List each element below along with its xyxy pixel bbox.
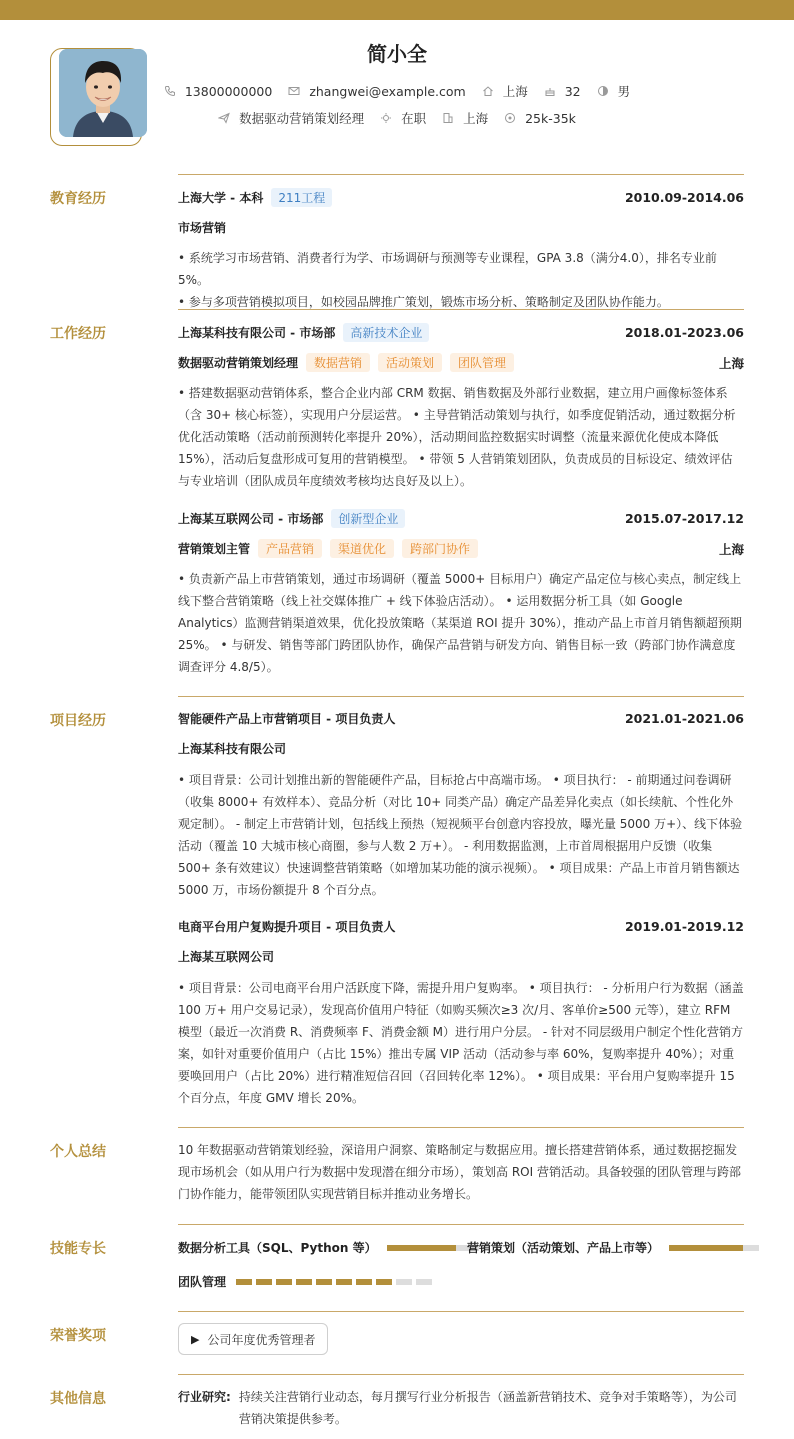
- divider: [178, 1374, 744, 1375]
- play-icon: ▶: [191, 1332, 200, 1346]
- section-title-awards: 荣誉奖项: [50, 1328, 106, 1344]
- phone-text: 13800000000: [184, 83, 273, 99]
- education-period: 2010.09-2014.06: [624, 190, 744, 205]
- email-text: zhangwei@example.com: [309, 83, 466, 99]
- send-icon: [218, 112, 230, 124]
- project-org-row: [178, 740, 744, 757]
- skill-tag: 渠道优化: [330, 539, 394, 558]
- work-city: 上海: [718, 355, 744, 371]
- job-title: 营销策划主管: [178, 542, 251, 556]
- skill-bar-fill: [387, 1245, 456, 1251]
- work-title-row: [178, 353, 744, 372]
- salary-item: [504, 111, 576, 126]
- skill-segment-bar: [236, 1279, 436, 1285]
- skill-tag: 团队管理: [450, 353, 514, 372]
- summary-text: 10 年数据驱动营销策划经验，深谙用户洞察、策略制定与数据应用。擅长搭建营销体系，通过数据挖掘发现市场机会（如从用户行为数据中发现潜在细分市场），策划高 ROI 营销活动。具备较强的团队管理与跨部门协作能力，能带领团队实现营销目标并推动业务增长。: [178, 1143, 741, 1201]
- building-icon: [442, 112, 454, 124]
- skill-name: 数据分析工具（SQL、Python 等）: [178, 1241, 377, 1255]
- section-title-work: 工作经历: [50, 326, 106, 342]
- project-description: • 项目背景：公司电商平台用户活跃度下降，需提升用户复购率。 • 项目执行： - 分析用户行为数据（涵盖 100 万+ 用户交易记录），发现高价值用户特征（如购买频次≥3 次/月、客单价≥500 元等），建立 RFM 模型（最近一次消费 R、消费频率 F、消费金额 M）进行用户分层。 - 针对不同层级用户制定个性化营销方案，如针对重要价值用户（占比 15%）推出专属 VIP 活动（活动参与率 60%，复购率提升 40%）；对重要唤回用户（占比 20%）进行精准短信召回（召回转化率 12%）。 • 项目成果：平台用户复购率提升 15 个百分点，年度 GMV 增长 20%。: [178, 981, 744, 1105]
- age-text: 32: [564, 83, 581, 99]
- mail-icon: [288, 85, 300, 97]
- job-title: 数据驱动营销策划经理: [178, 356, 299, 370]
- email-item: [288, 84, 465, 99]
- top-accent-bar: [0, 0, 794, 20]
- skill-name: 团队管理: [178, 1275, 227, 1289]
- company-name: 上海某科技有限公司 - 市场部: [178, 326, 336, 340]
- company-tag: 高新技术企业: [343, 323, 429, 342]
- award-label: 公司年度优秀管理者: [207, 1332, 316, 1347]
- phone-icon: [164, 85, 176, 97]
- skill-item: [467, 1239, 759, 1256]
- target-role-item: [218, 109, 364, 127]
- project-period: 2021.01-2021.06: [624, 711, 744, 726]
- skill-bar: [387, 1245, 479, 1251]
- work-description: • 负责新产品上市营销策划，通过市场调研（覆盖 5000+ 目标用户）确定产品定位与核心卖点，制定线上线下整合营销策略（线上社交媒体推广 + 线下体验店活动）。 • 运用数据分析工具（如 Google Analytics）监测营销渠道效果，优化投放策略（某渠道 ROI 提升 30%），推动产品上市首月销售额超预期 25%。 • 与研发、销售等部门跨团队协作，确保产品营销与研发方向、销售目标一致（跨部门协作满意度调查评分 4.8/5）。: [178, 572, 742, 674]
- divider: [178, 696, 744, 697]
- skill-item: [178, 1273, 436, 1290]
- skill-tag: 跨部门协作: [402, 539, 478, 558]
- job-intent-row: [0, 109, 794, 127]
- company-name: 上海某互联网公司 - 市场部: [178, 512, 324, 526]
- project-name: 智能硬件产品上市营销项目 - 项目负责人: [178, 712, 396, 726]
- skill-tag: 数据营销: [306, 353, 370, 372]
- divider: [178, 309, 744, 310]
- skill-segment: [276, 1279, 292, 1285]
- cake-icon: [544, 85, 556, 97]
- section-title-summary: 个人总结: [50, 1144, 106, 1160]
- school-tag: 211工程: [271, 188, 332, 207]
- phone-item: [164, 84, 272, 99]
- section-title-projects: 项目经历: [50, 713, 106, 729]
- status-text: 在职: [401, 111, 427, 126]
- skill-segment: [376, 1279, 392, 1285]
- divider: [178, 1311, 744, 1312]
- skill-tag: 活动策划: [378, 353, 442, 372]
- status-item: [380, 109, 426, 127]
- work-period: 2015.07-2017.12: [624, 511, 744, 526]
- skill-bar-fill: [669, 1245, 743, 1251]
- company-tag: 创新型企业: [331, 509, 405, 528]
- contact-row: [0, 82, 794, 100]
- major-row: [178, 219, 744, 236]
- skill-segment: [396, 1279, 412, 1285]
- skill-segment: [316, 1279, 332, 1285]
- work-city: 上海: [718, 541, 744, 557]
- work-title-row: [178, 539, 744, 558]
- education-description: [178, 247, 744, 313]
- skill-segment: [336, 1279, 352, 1285]
- work-description: • 搭建数据驱动营销体系，整合企业内部 CRM 数据、销售数据及外部行业数据，建立用户画像标签体系（含 30+ 核心标签），实现用户分层运营。 • 主导营销活动策划与执行，如季度促销活动，通过数据分析优化活动策略（活动前预测转化率提升 20%），活动期间监控数据实时调整（流量来源优化使成本降低 15%），活动后复盘形成可复用的营销模型。 • 带领 5 人营销策划团队，负责成员的目标设定、绩效评估与专业培训（团队成员年度绩效考核均达良好及以上）。: [178, 386, 736, 488]
- award-toggle[interactable]: [178, 1323, 328, 1355]
- work-header: [178, 509, 744, 528]
- skill-segment: [416, 1279, 432, 1285]
- project-org: 上海某互联网公司: [178, 950, 275, 964]
- project-header: [178, 710, 744, 727]
- project-period: 2019.01-2019.12: [624, 919, 744, 934]
- project-description: • 项目背景：公司计划推出新的智能硬件产品，目标抢占中高端市场。 • 项目执行： - 前期通过问卷调研（收集 8000+ 有效样本）、竞品分析（对比 10+ 同类产品）确定产品差异化卖点（如长续航、个性化外观定制）。 - 制定上市营销计划，包括线上预热（短视频平台创意内容投放，曝光量 5000 万+）、线下体验活动（覆盖 10 大城市核心商圈，参与人数 2 万+）。 - 利用数据监测，上市首周根据用户反馈（收集 500+ 条有效建议）快速调整营销策略（如增加某功能的演示视频）。 • 项目成果：产品上市首月销售额达 5000 万，市场份额提升 8 个百分点。: [178, 773, 743, 897]
- section-title-other: 其他信息: [50, 1391, 106, 1407]
- target-city-text: 上海: [463, 111, 489, 126]
- target-role-text: 数据驱动营销策划经理: [239, 111, 365, 126]
- location-item: [482, 82, 528, 100]
- project-org: 上海某科技有限公司: [178, 742, 287, 756]
- skill-tag: 产品营销: [258, 539, 322, 558]
- gender-text: 男: [617, 84, 631, 99]
- money-icon: [504, 112, 516, 124]
- work-header: [178, 323, 744, 342]
- education-header: [178, 188, 744, 207]
- skill-segment: [356, 1279, 372, 1285]
- skill-item: [178, 1239, 479, 1256]
- work-period: 2018.01-2023.06: [624, 325, 744, 340]
- location-text: 上海: [502, 84, 528, 99]
- project-org-row: [178, 948, 744, 965]
- project-header: [178, 918, 744, 935]
- skill-segment: [256, 1279, 272, 1285]
- candidate-name: 简小全: [367, 42, 427, 66]
- target-city-item: [442, 109, 488, 127]
- section-title-skills: 技能专长: [50, 1241, 106, 1257]
- major: 市场营销: [178, 221, 227, 235]
- skill-segment: [296, 1279, 312, 1285]
- age-item: [544, 84, 581, 99]
- other-info: [178, 1386, 744, 1430]
- school-name: 上海大学 - 本科: [178, 191, 264, 205]
- gender-item: [597, 82, 631, 100]
- section-title-education: 教育经历: [50, 191, 106, 207]
- salary-text: 25k-35k: [525, 110, 576, 126]
- project-name: 电商平台用户复购提升项目 - 项目负责人: [178, 920, 396, 934]
- divider: [178, 1224, 744, 1225]
- gender-icon: [597, 85, 609, 97]
- divider: [178, 1127, 744, 1128]
- other-label: 行业研究:: [178, 1390, 231, 1404]
- other-text: 持续关注营销行业动态，每月撰写行业分析报告（涵盖新营销技术、竞争对手策略等），为公司营销决策提供参考。: [238, 1390, 737, 1426]
- skill-name: 营销策划（活动策划、产品上市等）: [467, 1241, 660, 1255]
- education-line: • 参与多项营销模拟项目，如校园品牌推广策划，锻炼市场分析、策略制定及团队协作能力。: [178, 295, 669, 309]
- skill-bar: [669, 1245, 759, 1251]
- divider: [178, 174, 744, 175]
- home-icon: [482, 85, 494, 97]
- status-icon: [380, 112, 392, 124]
- skill-segment: [236, 1279, 252, 1285]
- education-line: • 系统学习市场营销、消费者行为学、市场调研与预测等专业课程，GPA 3.8（满分4.0），排名专业前5%。: [178, 251, 717, 287]
